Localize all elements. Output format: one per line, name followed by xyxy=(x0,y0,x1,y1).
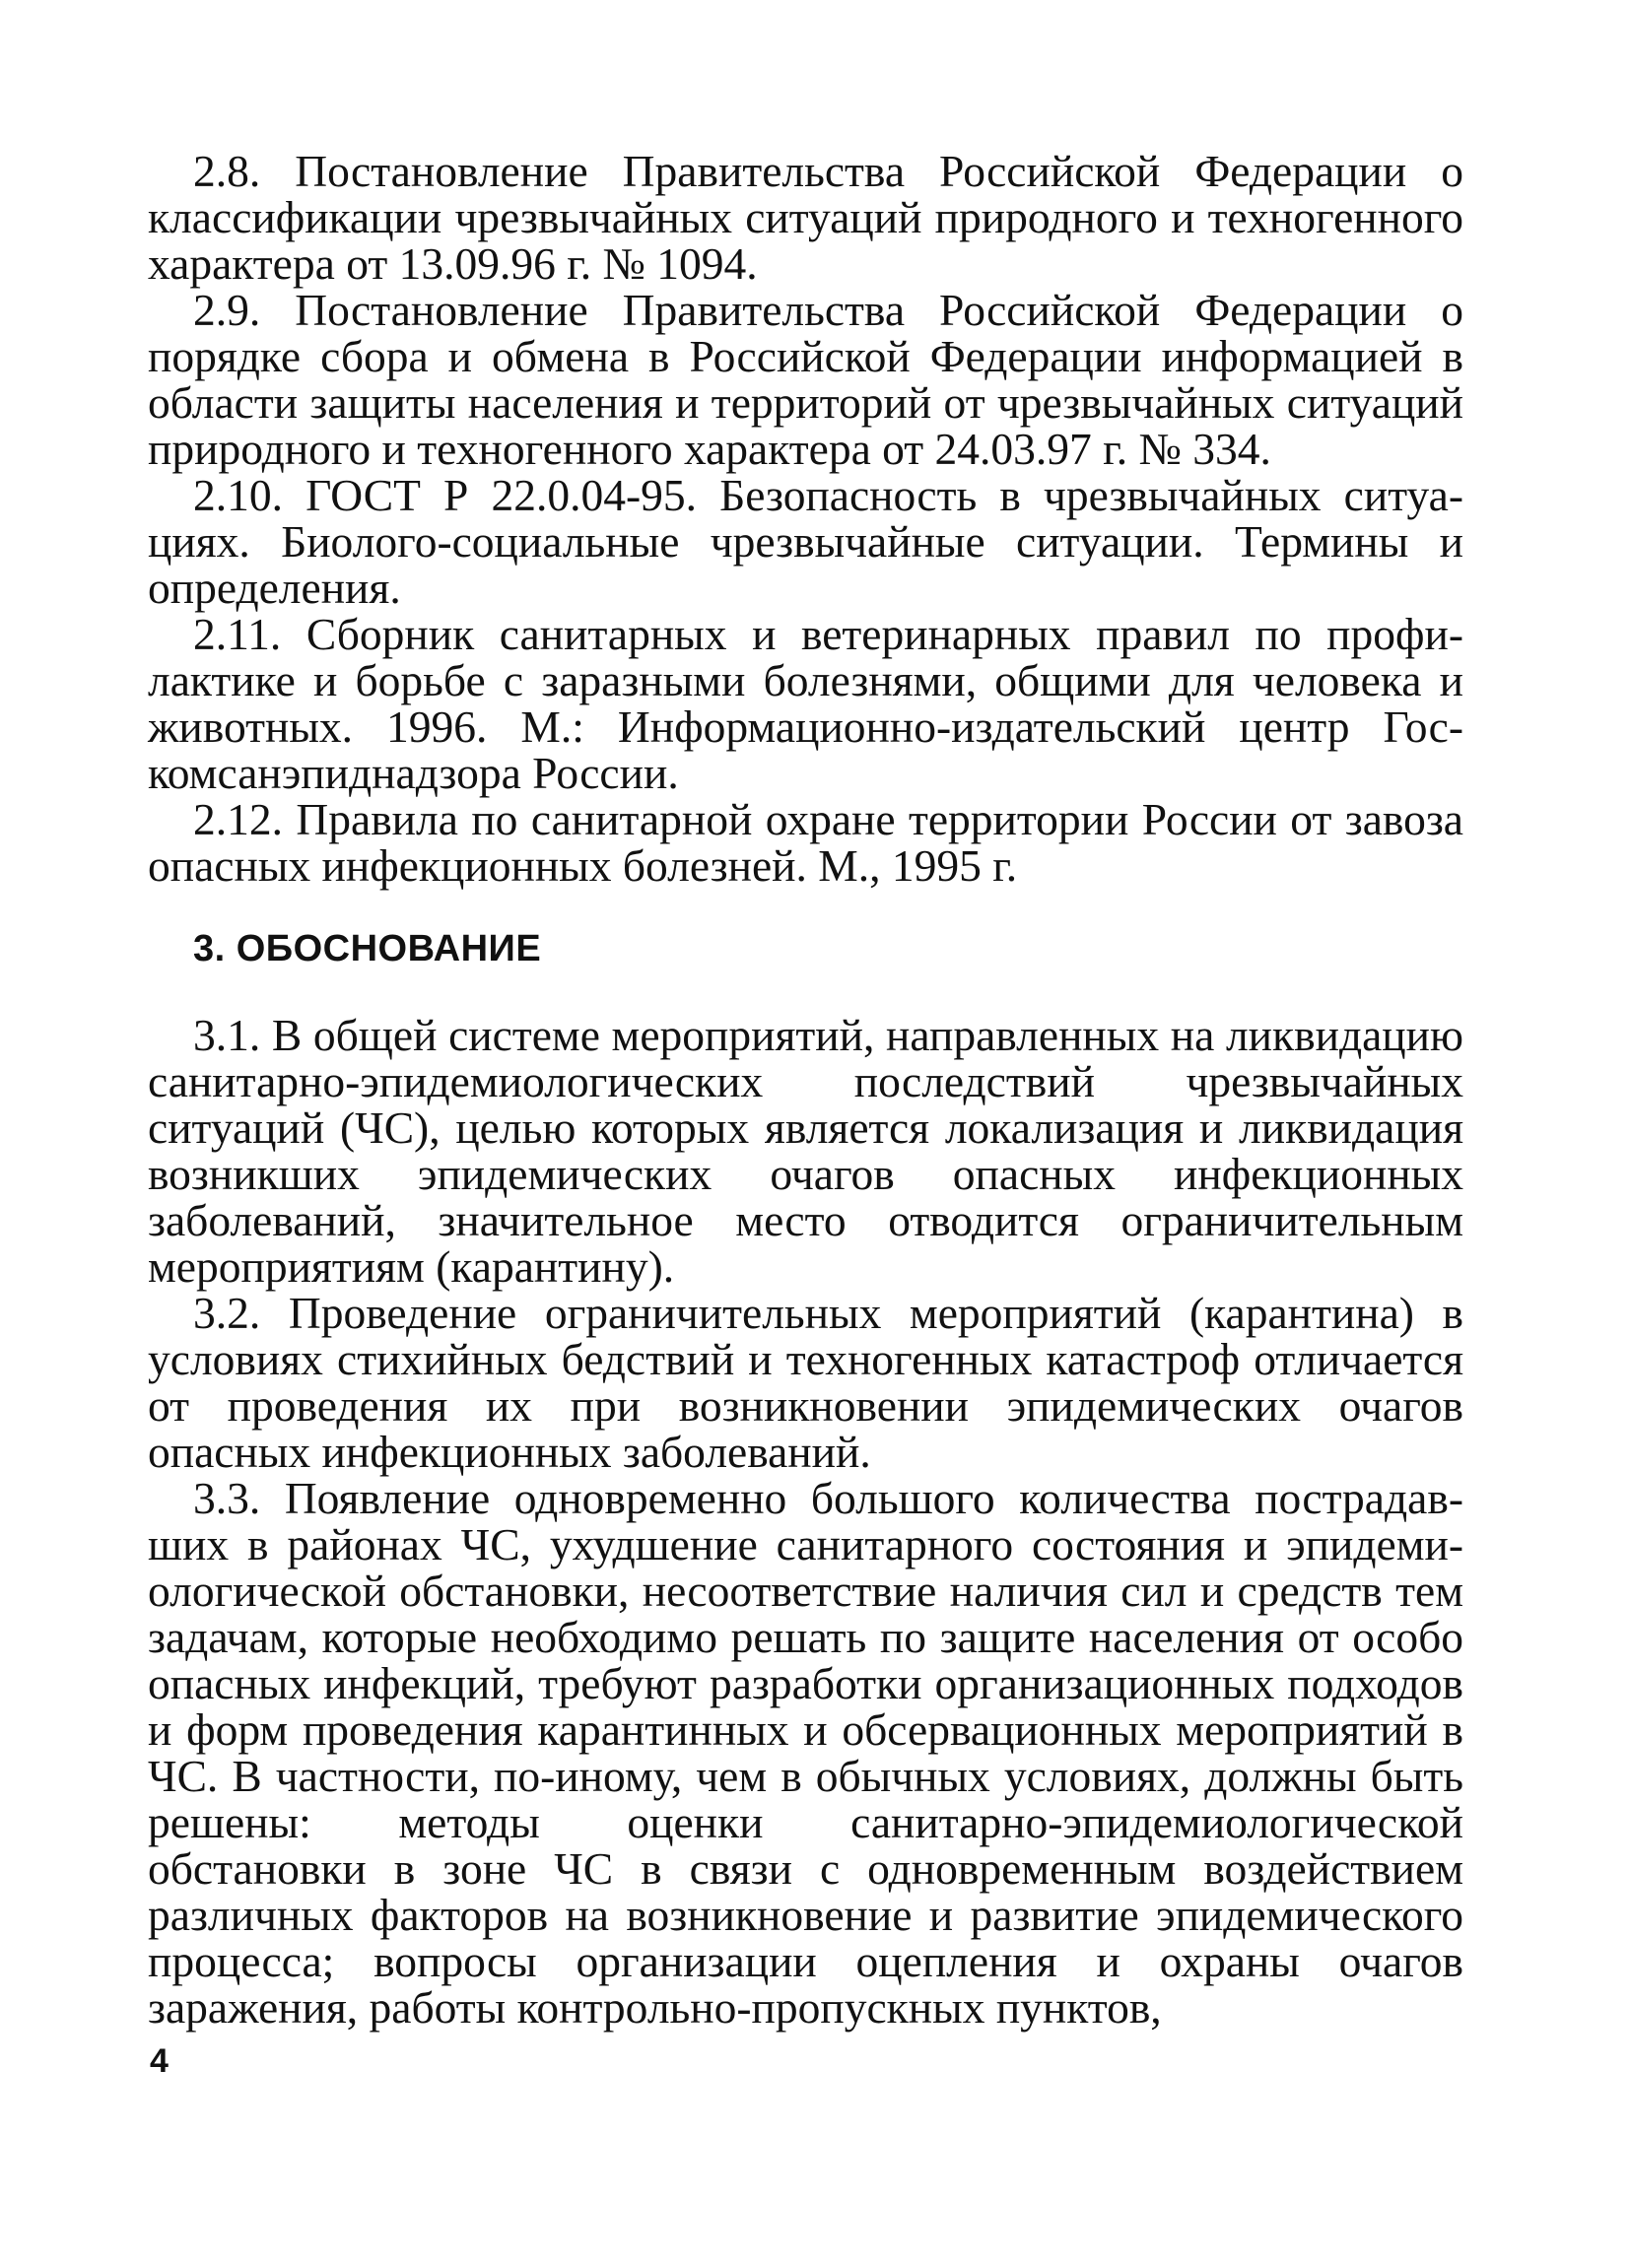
paragraph-3-3: 3.3. Появление одновременно большого количества пострадавших в районах ЧС, ухудшение санитарного состояния и эпидемиологической обстановки, несоответствие наличия сил и средств тем задачам, которые необходимо решать по защите населения от особо опасных инфекций, требуют разработки организационных подходов и форм проведения карантинных и обсервационных мероприятий в ЧС. В частности, по-иному, чем в обычных условиях, должны быть решены: методы оценки санитарно-эпидемиологической обстановки в зоне ЧС в связи с одновременным воздействием различных факторов на возникновение и развитие эпидемического процесса; вопросы организации оцепления и охраны очагов заражения, работы контрольно-пропускных пунктов, xyxy=(148,1473,1463,2033)
paragraph-2-8: 2.8. Постановление Правительства Российской Федерации о классификации чрезвычайных ситуаций природного и техногенного характера от 13.09.96 г. № 1094. xyxy=(148,146,1463,289)
page-number: 4 xyxy=(150,2042,169,2080)
section-heading: 3. ОБОСНОВАНИЕ xyxy=(193,928,542,969)
paragraph-2-12: 2.12. Правила по санитарной охране территории России от завоза опасных инфекционных болезней. М., 1995 г. xyxy=(148,794,1463,891)
paragraph-3-1: 3.1. В общей системе мероприятий, направленных на ликвидацию санитарно-эпидемиологических последствий чрезвычайных ситуаций (ЧС), целью которых является локализация и ликвидация возникших эпидемических очагов опасных инфекционных заболеваний, значительное место отводится ограничительным мероприятиям (карантину). xyxy=(148,1010,1463,1292)
paragraph-3-2: 3.2. Проведение ограничительных мероприятий (карантина) в условиях стихийных бедствий и техногенных катастроф отличается от проведения их при возникновении эпидемических очагов опасных инфекционных заболеваний. xyxy=(148,1288,1463,1477)
page-body xyxy=(148,148,1463,2031)
paragraph-2-9: 2.9. Постановление Правительства Российской Федерации о порядке сбора и обмена в Российской Федерации информацией в области защиты населения и территорий от чрезвычайных ситуаций природного и техногенного характера от 24.03.97 г. № 334. xyxy=(148,285,1463,474)
paragraph-2-10: 2.10. ГОСТ Р 22.0.04-95. Безопасность в чрезвычайных ситуациях. Биолого-социальные чрезвычайные ситуации. Термины и определения. xyxy=(148,470,1463,613)
paragraph-2-11: 2.11. Сборник санитарных и ветеринарных правил по профилактике и борьбе с заразными болезнями, общими для человека и животных. 1996. М.: Информационно-издательский центр Госкомсанэпиднадзора России. xyxy=(148,609,1463,798)
